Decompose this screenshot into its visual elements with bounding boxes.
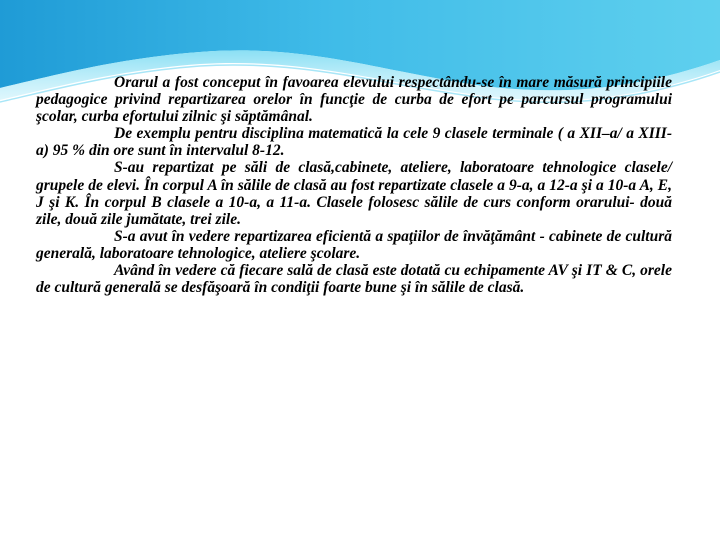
slide-body-text (36, 74, 672, 296)
paragraph-matematica: De exemplu pentru disciplina matematică la cele 9 clasele terminale ( a XII–a/ a XIII-a) 95 % din ore sunt în intervalul 8-12. (36, 125, 672, 160)
paragraph-spatii: S-a avut în vedere repartizarea eficientă a spaţiilor de învăţământ - cabinete de cultură generală, laboratoare tehnologice, ateliere şcolare. (36, 227, 672, 262)
paragraph-echipamente: Având în vedere că fiecare sală de clasă este dotată cu echipamente AV şi IT & C, orele de cultură generală se desfăşoară în condiţii foarte bune şi în sălile de clasă. (36, 262, 672, 297)
paragraph-orar: Orarul a fost conceput în favoarea elevului respectându-se în mare măsură principiile pedagogice privind repartizarea orelor în funcţie de curba de efort pe parcursul programului şcolar, curba efortului zilnic şi săptămânal. (36, 74, 672, 126)
paragraph-sali-clasa: S-au repartizat pe săli de clasă,cabinete, ateliere, laboratoare tehnologice clasele/ grupele de elevi. În corpul A în sălile de clasă au fost repartizate clasele a 9-a, a 12-a şi a 10-a A, E, J şi K. În corpul B clasele a 10-a, a 11-a. Clasele folosesc sălile de curs conform orarului- două zile, două zile jumătate, trei zile. (36, 159, 672, 228)
